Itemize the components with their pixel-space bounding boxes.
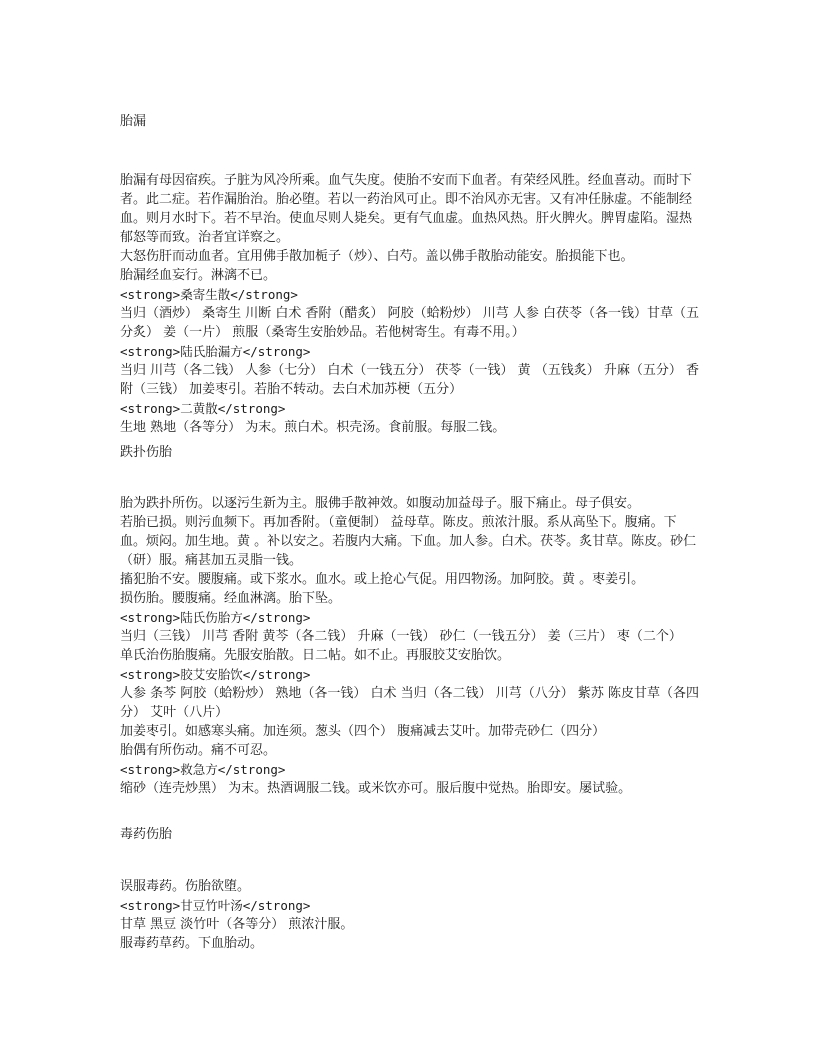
- paragraph: 胎偶有所伤动。痛不可忍。: [120, 743, 277, 758]
- prescription-title: <strong>桑寄生散</strong>: [120, 287, 298, 302]
- paragraph: 大怒伤肝而动血者。宜用佛手散加栀子（炒）、白芍。盖以佛手散胎动能安。胎损能下也。: [120, 249, 634, 264]
- prescription-ingredients: 人参 条芩 阿胶（蛤粉炒） 熟地（各一钱） 白术 当归（各二钱） 川芎（八分） 紫苏 陈皮甘草（各四分） 艾叶（八片）: [120, 686, 700, 720]
- section-heading-die-pu-shang-tai: 跌扑伤胎: [120, 445, 173, 460]
- section-body-die-pu-shang-tai: [120, 494, 700, 798]
- prescription-ingredients: 生地 熟地（各等分） 为末。煎白术。枳壳汤。食前服。每服二钱。: [120, 420, 506, 435]
- paragraph: 搐犯胎不安。腰腹痛。或下浆水。血水。或上抢心气促。用四物汤。加阿胶。黄 。枣姜引。: [120, 572, 645, 587]
- prescription-title: <strong>甘豆竹叶汤</strong>: [120, 898, 311, 913]
- paragraph: 若胎已损。则污血频下。再加香附。（童便制） 益母草。陈皮。煎浓汁服。系从高坠下。腹痛。下血。烦闷。加生地。黄 。补以安之。若腹内大痛。下血。加人参。白术。茯苓。炙甘草。陈皮。砂仁（研）服。痛甚加五灵脂一钱。: [120, 515, 697, 568]
- prescription-ingredients: 当归（酒炒） 桑寄生 川断 白术 香附（醋炙） 阿胶（蛤粉炒） 川芎 人参 白茯苓（各一钱）甘草（五分炙） 姜（一片） 煎服（桑寄生安胎妙品。若他树寄生。有毒不用。）: [120, 306, 700, 340]
- prescription-title: <strong>陆氏伤胎方</strong>: [120, 610, 311, 625]
- prescription-ingredients: 当归（三钱） 川芎 香附 黄芩（各二钱） 升麻（一钱） 砂仁（一钱五分） 姜（三片） 枣（二个）: [120, 629, 682, 644]
- prescription-title: <strong>胶艾安胎饮</strong>: [120, 667, 311, 682]
- prescription-title: <strong>救急方</strong>: [120, 762, 286, 777]
- paragraph: 胎为跌扑所伤。以逐污生新为主。服佛手散神效。如腹动加益母子。服下痛止。母子俱安。: [120, 496, 641, 511]
- section-body-tai-lou: [120, 171, 700, 437]
- section-heading-tai-lou: 胎漏: [120, 114, 147, 129]
- paragraph: 加姜枣引。如感寒头痛。加连须。葱头（四个） 腹痛减去艾叶。加带壳砂仁（四分）: [120, 724, 606, 739]
- paragraph: 胎漏经血妄行。淋漓不已。: [120, 268, 277, 283]
- prescription-ingredients: 缩砂（连壳炒黑） 为末。热酒调服二钱。或米饮亦可。服后腹中觉热。胎即安。屡试验。: [120, 781, 632, 796]
- section-heading-du-yao-shang-tai: 毒药伤胎: [120, 827, 173, 842]
- prescription-title: <strong>陆氏胎漏方</strong>: [120, 344, 311, 359]
- paragraph: 损伤胎。腰腹痛。经血淋漓。胎下坠。: [120, 591, 342, 606]
- paragraph: 单氏治伤胎腹痛。先服安胎散。日二帖。如不止。再服胶艾安胎饮。: [120, 648, 511, 663]
- prescription-ingredients: 甘草 黑豆 淡竹叶（各等分） 煎浓汁服。: [120, 917, 354, 932]
- prescription-ingredients: 当归 川芎（各二钱） 人参（七分） 白术（一钱五分） 茯苓（一钱） 黄 （五钱炙） 升麻（五分） 香附（三钱） 加姜枣引。若胎不转动。去白术加苏梗（五分）: [120, 363, 700, 397]
- section-body-du-yao-shang-tai: [120, 877, 700, 953]
- paragraph: 服毒药草药。下血胎动。: [120, 936, 264, 951]
- paragraph: 胎漏有母因宿疾。子脏为风冷所乘。血气失度。使胎不安而下血者。有荣经风胜。经血喜动。而时下者。此二症。若作漏胎治。胎必堕。若以一药治风可止。即不治风亦无害。又有冲任脉虚。不能制经血。则月水时下。若不早治。使血尽则人毙矣。更有气血虚。血热风热。肝火脾火。脾胃虚陷。湿热郁怒等而致。治者宜详察之。: [120, 173, 693, 245]
- paragraph: 误服毒药。伤胎欲堕。: [120, 879, 251, 894]
- prescription-title: <strong>二黄散</strong>: [120, 401, 286, 416]
